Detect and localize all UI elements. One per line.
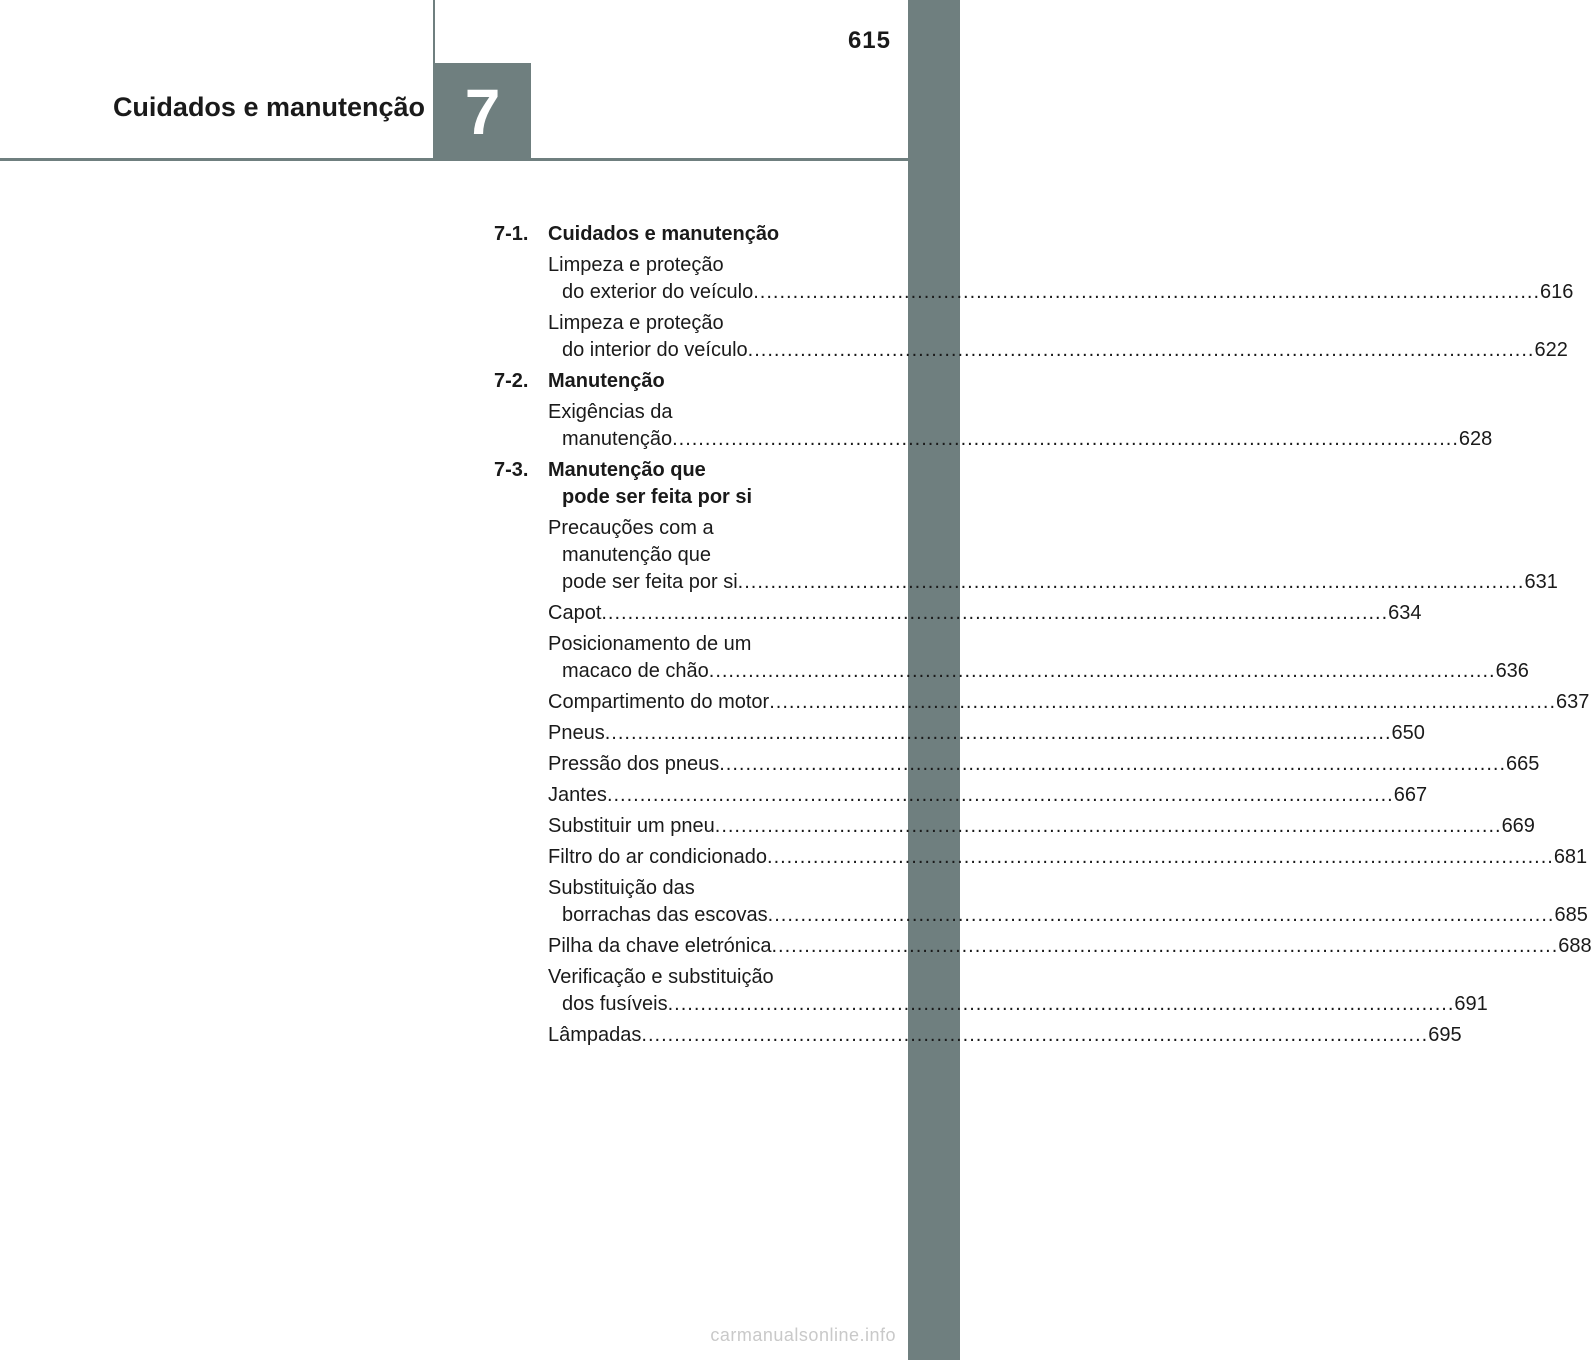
toc-entry xyxy=(548,631,1529,685)
entry-leader-row xyxy=(548,720,1425,747)
entry-page-number: 667 xyxy=(1393,784,1428,806)
entry-page-number: 631 xyxy=(1524,571,1558,593)
section-title-line: Manutenção xyxy=(548,370,665,392)
section-heading xyxy=(494,368,846,395)
entry-leader-row xyxy=(548,569,1558,596)
entry-page-number: 681 xyxy=(1553,846,1588,868)
entry-text-line: manutenção que xyxy=(562,544,712,566)
entry-leader-row xyxy=(548,658,1529,685)
toc-entry xyxy=(548,1022,1462,1049)
toc-entry xyxy=(548,252,1574,306)
entry-leader-row xyxy=(548,933,1592,960)
entry-page-number: 695 xyxy=(1428,1024,1462,1046)
chapter-number: 7 xyxy=(464,75,501,148)
chapter-title: Cuidados e manutenção xyxy=(112,92,425,122)
entry-leader-row xyxy=(548,689,1590,716)
entry-title: Substituir um pneu xyxy=(548,815,715,837)
dot-leader: ........................................................................................................................ xyxy=(604,722,1392,744)
toc-entries xyxy=(494,515,1592,1049)
entry-title: borrachas das escovas xyxy=(562,904,768,926)
entry-title: Pneus xyxy=(548,722,605,744)
section-title-line: pode ser feita por si xyxy=(562,486,753,508)
table-of-contents xyxy=(494,221,1592,1053)
dot-leader: ........................................................................................................................ xyxy=(641,1024,1429,1046)
entry-title: Pressão dos pneus xyxy=(548,753,720,775)
entry-title: Filtro do ar condicionado xyxy=(548,846,768,868)
dot-leader: ........................................................................................................................ xyxy=(606,784,1394,806)
dot-leader: ........................................................................................................................ xyxy=(708,660,1496,682)
toc-entries xyxy=(494,399,1493,453)
entry-title: do exterior do veículo xyxy=(562,281,754,303)
entry-page-number: 669 xyxy=(1501,815,1535,837)
entry-leader-row xyxy=(548,337,1568,364)
entry-text-line: Posicionamento de um xyxy=(548,633,752,655)
page-number: 615 xyxy=(847,27,891,54)
section-title-line: Cuidados e manutenção xyxy=(548,223,780,245)
entry-page-number: 628 xyxy=(1458,428,1493,450)
entry-leader-row xyxy=(548,751,1540,778)
entry-page-number: 634 xyxy=(1388,602,1422,624)
entry-leader-row xyxy=(548,1022,1462,1049)
dot-leader: ........................................................................................................................ xyxy=(719,753,1507,775)
entry-text-line: Limpeza e proteção xyxy=(548,312,724,334)
section-title xyxy=(548,457,846,511)
toc-entry xyxy=(548,600,1422,627)
toc-section xyxy=(494,221,1574,364)
entry-text-line: Precauções com a xyxy=(548,517,714,539)
dot-leader: ........................................................................................................................ xyxy=(767,846,1554,868)
entry-page-number: 622 xyxy=(1534,339,1568,361)
entry-title: Lâmpadas xyxy=(548,1024,642,1046)
toc-entry xyxy=(548,782,1428,809)
dot-leader: ........................................................................................................................ xyxy=(672,428,1459,450)
dot-leader: ........................................................................................................................ xyxy=(753,281,1541,303)
toc-entry xyxy=(548,844,1588,871)
entry-page-number: 665 xyxy=(1506,753,1540,775)
section-number: 7-2. xyxy=(494,370,529,392)
entry-title: Jantes xyxy=(548,784,607,806)
section-heading xyxy=(494,457,846,511)
entry-title: do interior do veículo xyxy=(562,339,748,361)
dot-leader: ........................................................................................................................ xyxy=(767,904,1555,926)
entry-page-number: 636 xyxy=(1495,660,1529,682)
entry-text-line: Exigências da xyxy=(548,401,673,423)
entry-page-number: 637 xyxy=(1556,691,1590,713)
entry-page-number: 691 xyxy=(1454,993,1488,1015)
section-number: 7-3. xyxy=(494,459,529,481)
chapter-number-box xyxy=(434,63,531,160)
toc-entries xyxy=(494,252,1574,364)
section-number: 7-1. xyxy=(494,223,529,245)
section-heading xyxy=(494,221,846,248)
entry-title: Compartimento do motor xyxy=(548,691,770,713)
entry-leader-row xyxy=(548,844,1588,871)
toc-entry xyxy=(548,720,1425,747)
entry-text-line: Substituição das xyxy=(548,877,695,899)
entry-title: pode ser feita por si xyxy=(562,571,738,593)
dot-leader: ........................................................................................................................ xyxy=(769,691,1556,713)
entry-title: Pilha da chave eletrónica xyxy=(548,935,772,957)
toc-entry xyxy=(548,933,1592,960)
entry-leader-row xyxy=(548,813,1535,840)
section-title-line: Manutenção que xyxy=(548,459,706,481)
entry-page-number: 616 xyxy=(1540,281,1574,303)
toc-entry xyxy=(548,813,1535,840)
toc-entry xyxy=(548,964,1488,1018)
watermark: carmanualsonline.info xyxy=(710,1325,896,1345)
dot-leader: ........................................................................................................................ xyxy=(747,339,1535,361)
dot-leader: ........................................................................................................................ xyxy=(667,993,1455,1015)
toc-entry xyxy=(548,875,1588,929)
dot-leader: ........................................................................................................................ xyxy=(737,571,1525,593)
section-title xyxy=(548,368,846,395)
entry-leader-row xyxy=(548,902,1588,929)
entry-leader-row xyxy=(548,600,1422,627)
entry-leader-row xyxy=(548,782,1428,809)
toc-entry xyxy=(548,310,1568,364)
entry-page-number: 650 xyxy=(1391,722,1425,744)
dot-leader: ........................................................................................................................ xyxy=(771,935,1559,957)
toc-section xyxy=(494,368,1493,453)
toc-section xyxy=(494,457,1592,1049)
entry-text-line: Limpeza e proteção xyxy=(548,254,724,276)
entry-leader-row xyxy=(548,426,1493,453)
dot-leader: ........................................................................................................................ xyxy=(714,815,1502,837)
toc-entry xyxy=(548,399,1493,453)
toc-entry xyxy=(548,515,1558,596)
entry-title: Capot xyxy=(548,602,602,624)
toc-entry xyxy=(548,689,1590,716)
entry-page-number: 685 xyxy=(1554,904,1588,926)
entry-title: macaco de chão xyxy=(562,660,709,682)
toc-entry xyxy=(548,751,1540,778)
entry-page-number: 688 xyxy=(1558,935,1592,957)
entry-leader-row xyxy=(548,991,1488,1018)
entry-title: dos fusíveis xyxy=(562,993,668,1015)
entry-text-line: Verificação e substituição xyxy=(548,966,774,988)
entry-title: manutenção xyxy=(562,428,673,450)
entry-leader-row xyxy=(548,279,1574,306)
section-title xyxy=(548,221,846,248)
dot-leader: ........................................................................................................................ xyxy=(601,602,1389,624)
